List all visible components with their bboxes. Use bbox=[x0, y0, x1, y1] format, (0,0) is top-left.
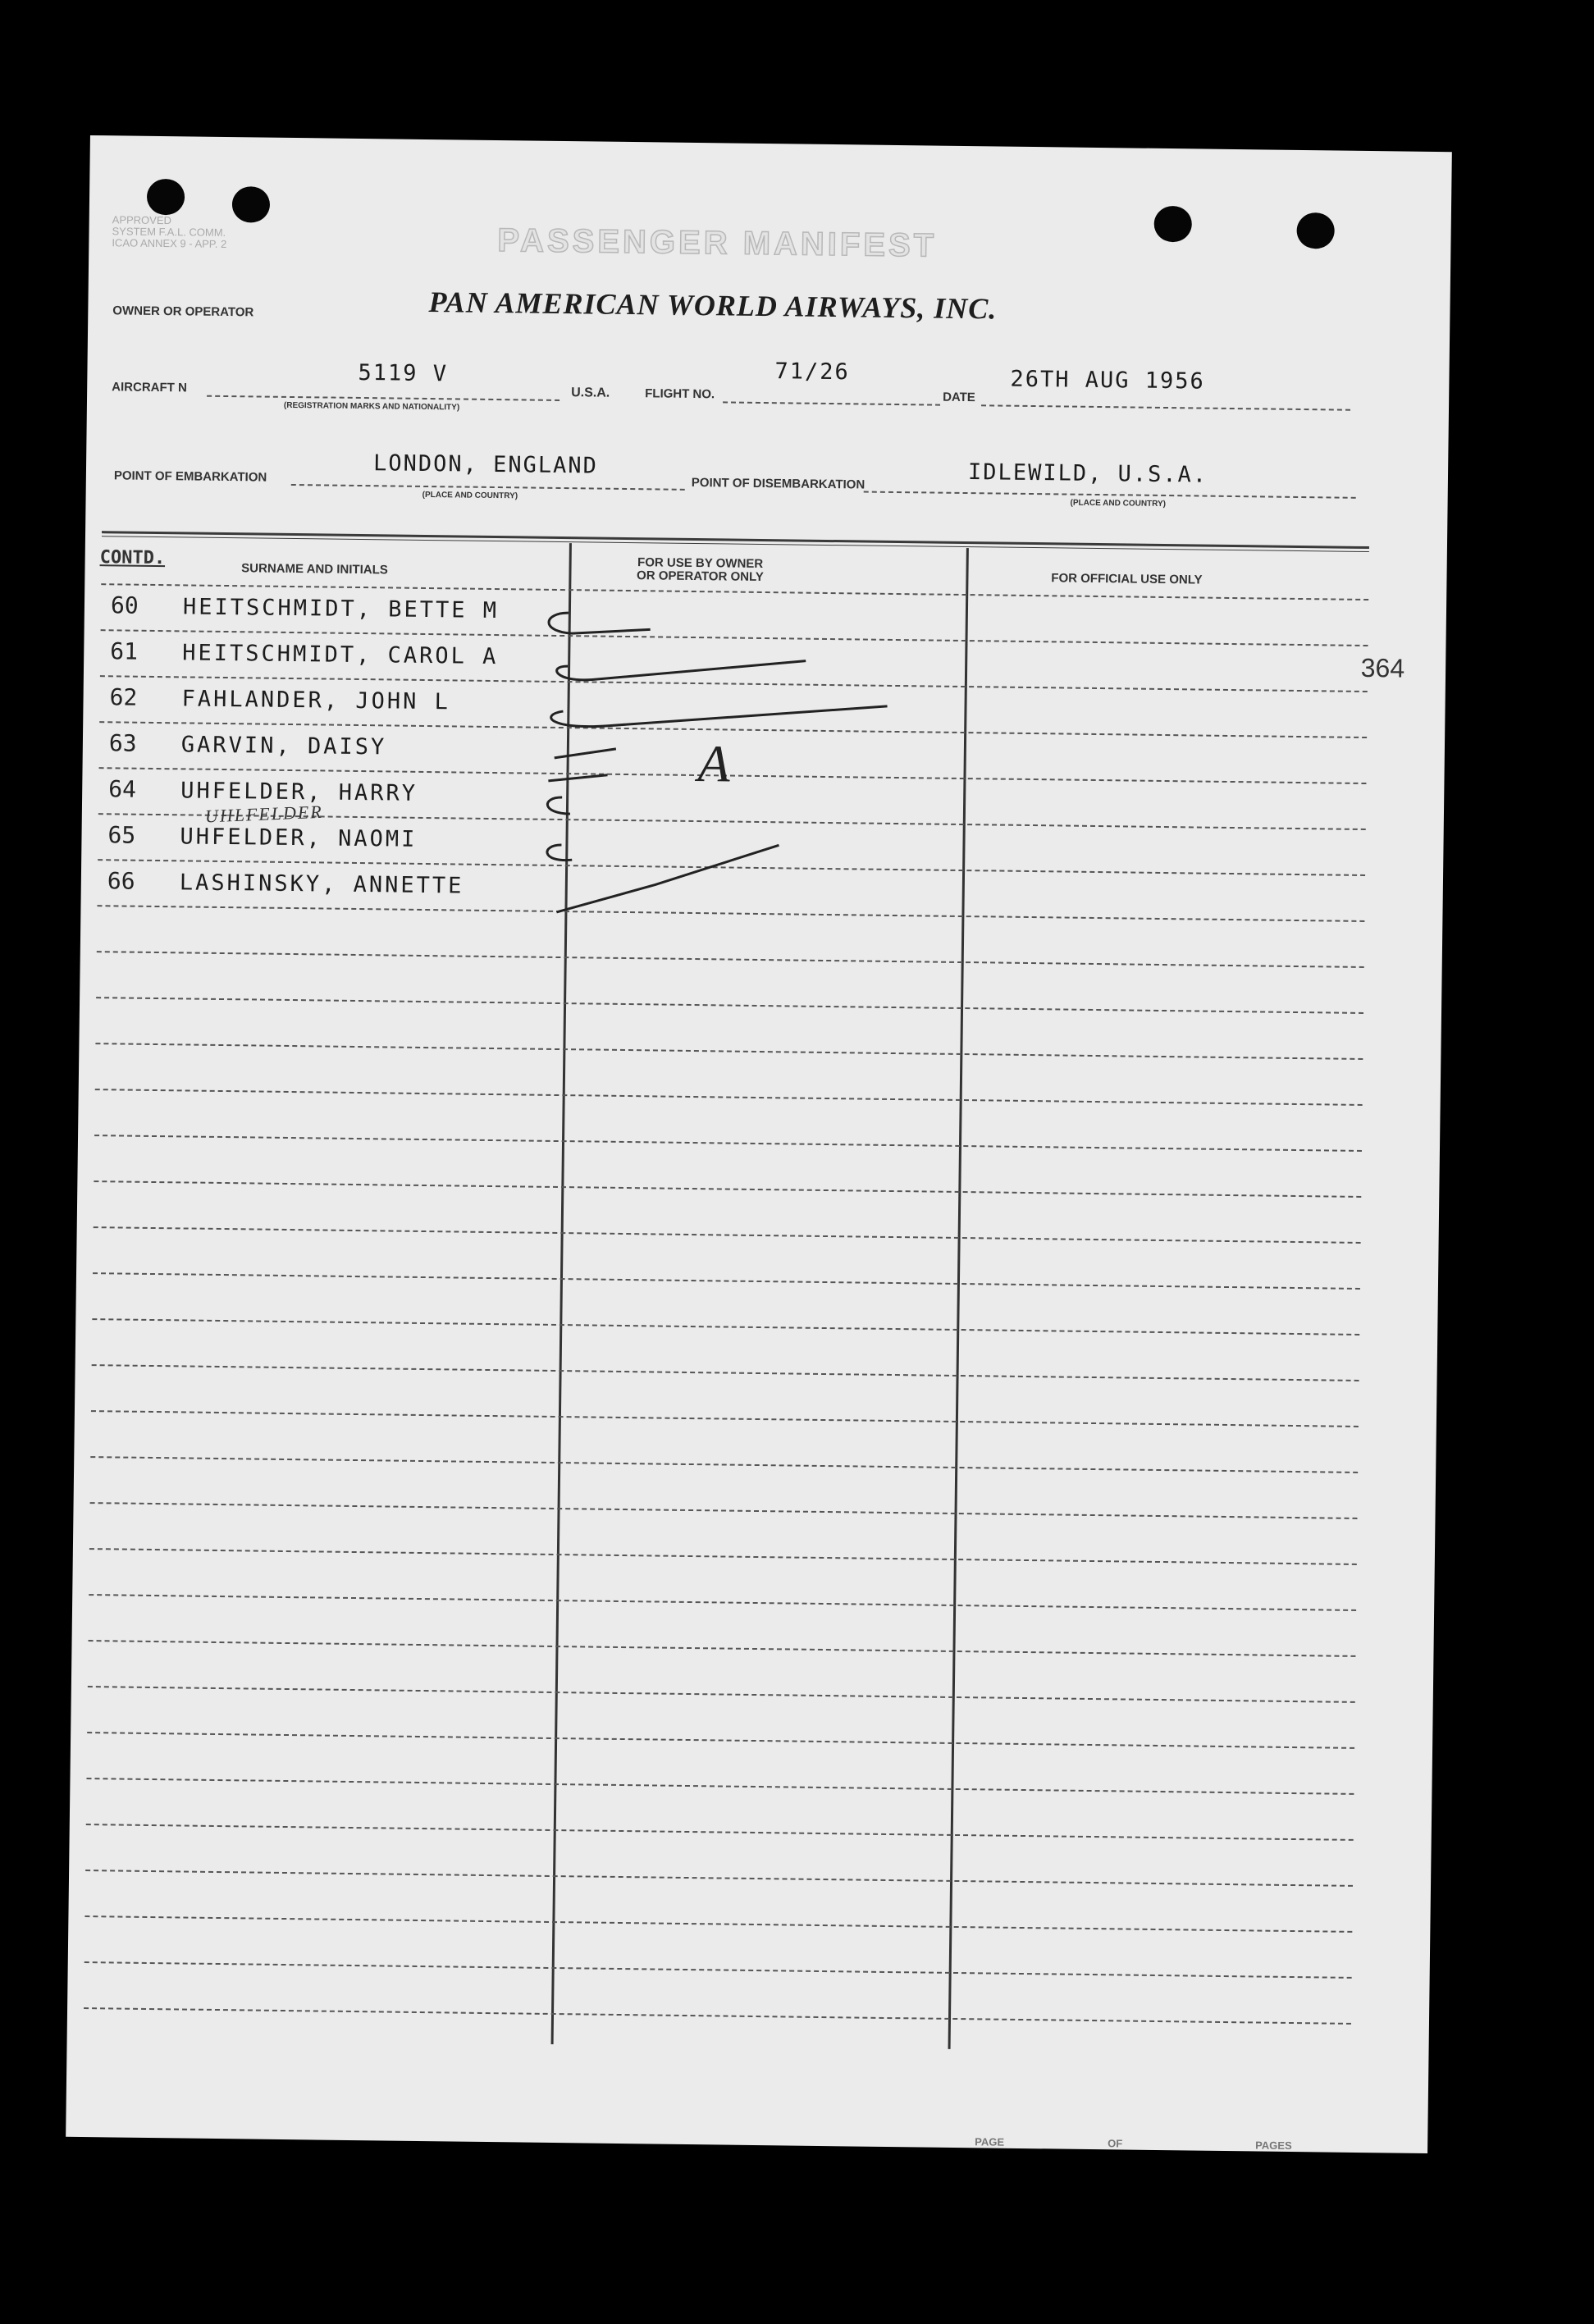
row-rule bbox=[92, 1318, 1359, 1336]
passenger-name: GARVIN, DAISY bbox=[180, 732, 387, 760]
passenger-name: UHFELDER, NAOMI bbox=[180, 824, 418, 852]
approval-line: APPROVED bbox=[112, 213, 172, 227]
handwritten-note: UHLFELDER bbox=[204, 801, 324, 827]
row-rule bbox=[85, 1870, 1353, 1887]
embark-label: POINT OF EMBARKATION bbox=[113, 468, 267, 485]
row-rule bbox=[84, 1915, 1352, 1933]
usa-label: U.S.A. bbox=[571, 386, 610, 400]
row-rule bbox=[90, 1456, 1358, 1473]
disembark-sub: (PLACE AND COUNTRY) bbox=[1070, 498, 1167, 509]
row-rule bbox=[84, 1961, 1352, 1979]
aircraft-sub: (REGISTRATION MARKS AND NATIONALITY) bbox=[283, 400, 460, 413]
check-mark bbox=[548, 774, 607, 782]
check-mark bbox=[557, 658, 806, 683]
row-rule bbox=[89, 1548, 1357, 1565]
approval-line: ICAO ANNEX 9 - APP. 2 bbox=[112, 236, 227, 250]
aircraft-label: AIRCRAFT N bbox=[112, 380, 187, 395]
row-rule bbox=[86, 1824, 1354, 1841]
row-number: 60 bbox=[110, 591, 139, 619]
operator-name: PAN AMERICAN WORLD AIRWAYS, INC. bbox=[428, 285, 998, 326]
row-number: 66 bbox=[107, 867, 135, 895]
row-rule bbox=[88, 1686, 1355, 1703]
manifest-sheet bbox=[66, 135, 1452, 2153]
owner-label: OWNER OR OPERATOR bbox=[112, 304, 254, 320]
row-number: 65 bbox=[107, 821, 136, 849]
flight-label: FLIGHT NO. bbox=[645, 386, 715, 402]
row-rule bbox=[90, 1502, 1358, 1519]
aircraft-value: 5119 V bbox=[358, 359, 449, 387]
flight-value: 71/26 bbox=[774, 358, 850, 386]
passenger-name: HEITSCHMIDT, BETTE M bbox=[182, 594, 500, 624]
row-number: 61 bbox=[110, 637, 139, 665]
row-rule bbox=[84, 2007, 1351, 2025]
contd-label: CONTD. bbox=[99, 547, 166, 569]
handwritten-checkmarks bbox=[80, 135, 1452, 1054]
check-mark bbox=[549, 613, 651, 635]
check-mark bbox=[555, 748, 616, 759]
passenger-name: UHFELDER, HARRY bbox=[180, 778, 418, 806]
row-rule bbox=[89, 1640, 1356, 1657]
row-rule bbox=[91, 1410, 1359, 1427]
row-number: 62 bbox=[109, 683, 138, 711]
check-mark bbox=[547, 845, 573, 861]
col-surname-header: SURNAME AND INITIALS bbox=[241, 561, 388, 578]
row-rule bbox=[94, 1226, 1361, 1244]
check-mark bbox=[551, 702, 888, 730]
of-label: OF bbox=[1108, 2137, 1123, 2150]
col-official-header: FOR OFFICIAL USE ONLY bbox=[1051, 571, 1203, 587]
embark-sub: (PLACE AND COUNTRY) bbox=[422, 490, 518, 501]
row-rule bbox=[87, 1732, 1354, 1749]
page-title: PASSENGER MANIFEST bbox=[497, 222, 938, 264]
col-owner-header: FOR USE BY OWNER OR OPERATOR ONLY bbox=[636, 555, 764, 585]
check-mark bbox=[547, 797, 570, 814]
embark-value: LONDON, ENGLAND bbox=[372, 450, 599, 479]
passenger-name: FAHLANDER, JOHN L bbox=[181, 686, 451, 715]
row-rule bbox=[89, 1594, 1356, 1611]
official-value: 364 bbox=[1360, 652, 1405, 683]
page-label: PAGE bbox=[975, 2135, 1005, 2148]
check-mark bbox=[556, 842, 779, 915]
row-number: 64 bbox=[108, 775, 137, 803]
row-rule bbox=[94, 1135, 1362, 1152]
date-value: 26TH AUG 1956 bbox=[1010, 366, 1205, 395]
passenger-name: HEITSCHMIDT, CAROL A bbox=[182, 640, 499, 670]
row-rule bbox=[86, 1778, 1354, 1795]
row-rule bbox=[94, 1180, 1361, 1198]
disembark-value: IDLEWILD, U.S.A. bbox=[967, 459, 1208, 488]
date-label: DATE bbox=[943, 390, 975, 405]
row-rule bbox=[93, 1272, 1360, 1290]
approval-line: SYSTEM F.A.L. COMM. bbox=[112, 225, 226, 239]
passenger-name: LASHINSKY, ANNETTE bbox=[179, 870, 464, 899]
disembark-label: POINT OF DISEMBARKATION bbox=[691, 475, 866, 492]
pages-label: PAGES bbox=[1255, 2139, 1292, 2153]
row-rule bbox=[92, 1364, 1359, 1381]
row-rule bbox=[95, 1089, 1363, 1106]
row-number: 63 bbox=[108, 729, 137, 757]
handwritten-owner-mark: A bbox=[697, 734, 731, 793]
